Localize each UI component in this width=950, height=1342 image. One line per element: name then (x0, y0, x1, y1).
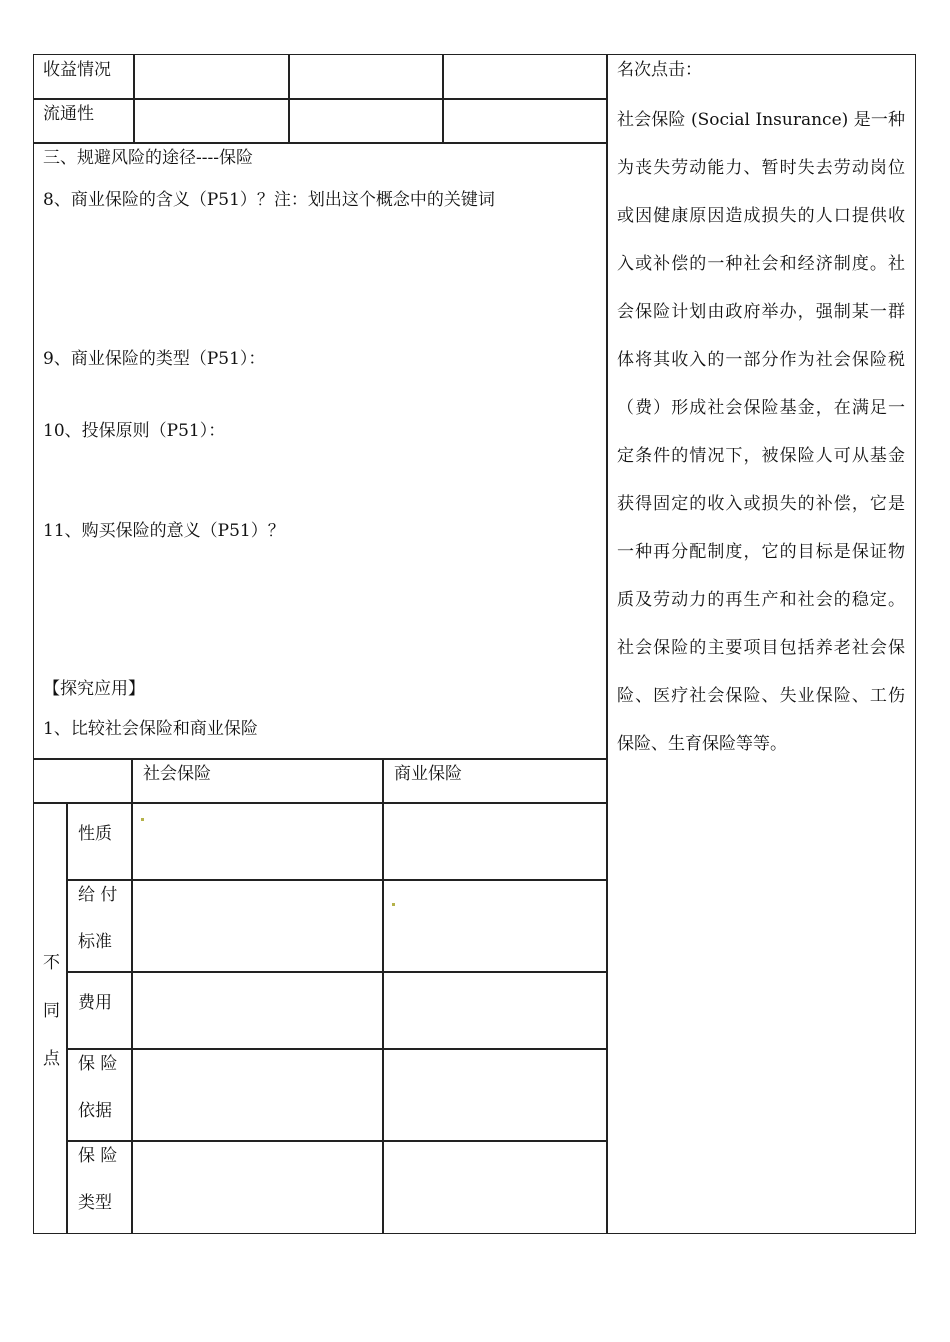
sidebar-title: 名次点击： (617, 60, 702, 80)
top-table-col (288, 54, 290, 143)
row-label-type: 类型 (78, 1193, 112, 1213)
top-table-col (442, 54, 444, 143)
top-table-col (133, 54, 135, 143)
row-label-basis: 依据 (78, 1101, 112, 1121)
header-commercial-insurance: 商业保险 (394, 764, 462, 784)
compare-table-col (66, 802, 68, 1234)
question-8: 8、商业保险的含义（P51）？注：划出这个概念中的关键词 (43, 190, 495, 210)
group-label-char: 点 (43, 1049, 60, 1069)
compare-table-rule (66, 879, 607, 881)
row-label-income: 收益情况 (43, 60, 111, 80)
row-label-type: 保 险 (78, 1146, 118, 1166)
section-title: 三、规避风险的途径----保险 (43, 148, 253, 168)
question-11: 11、购买保险的意义（P51）？ (43, 521, 285, 541)
compare-table-col (382, 758, 384, 1234)
explore-title: 【探究应用】 (43, 679, 145, 699)
explore-question-1: 1、比较社会保险和商业保险 (43, 719, 258, 739)
compare-table-rule (33, 802, 607, 804)
top-table-rule (33, 142, 607, 144)
question-10: 10、投保原则（P51）： (43, 421, 226, 441)
compare-table-top (33, 758, 607, 760)
question-9: 9、商业保险的类型（P51）： (43, 349, 266, 369)
row-label-nature: 性质 (78, 824, 112, 844)
compare-table-rule (66, 1048, 607, 1050)
group-label-char: 不 (43, 953, 60, 973)
group-label-char: 同 (43, 1001, 60, 1021)
row-label-liquidity: 流通性 (43, 104, 94, 124)
marker-dot (392, 903, 395, 906)
header-social-insurance: 社会保险 (143, 764, 211, 784)
row-label-payment: 给 付 (78, 885, 118, 905)
top-table-rule (33, 98, 607, 100)
sidebar-divider (606, 54, 608, 1234)
compare-table-col (131, 758, 133, 1234)
row-label-fee: 费用 (78, 993, 112, 1013)
compare-table-rule (66, 1140, 607, 1142)
compare-table-rule (66, 971, 607, 973)
sidebar-paragraph: 社会保险 (Social Insurance) 是一种为丧失劳动能力、暂时失去劳动岗位或因健康原因造成损失的人口提供收入或补偿的一种社会和经济制度。社会保险计划由政府举办，强制某一群体将其收入的一部分作为社会保险税（费）形成社会保险基金，在满足一定条件的情况下，被保险人可从基金获得固定的收入或损失的补偿，它是一种再分配制度，它的目标是保证物质及劳动力的再生产和社会的稳定。社会保险的主要项目包括养老社会保险、医疗社会保险、失业保险、工伤保险、生育保险等等。 (617, 110, 905, 754)
row-label-payment: 标准 (78, 932, 112, 952)
row-label-basis: 保 险 (78, 1054, 118, 1074)
marker-dot (141, 818, 144, 821)
